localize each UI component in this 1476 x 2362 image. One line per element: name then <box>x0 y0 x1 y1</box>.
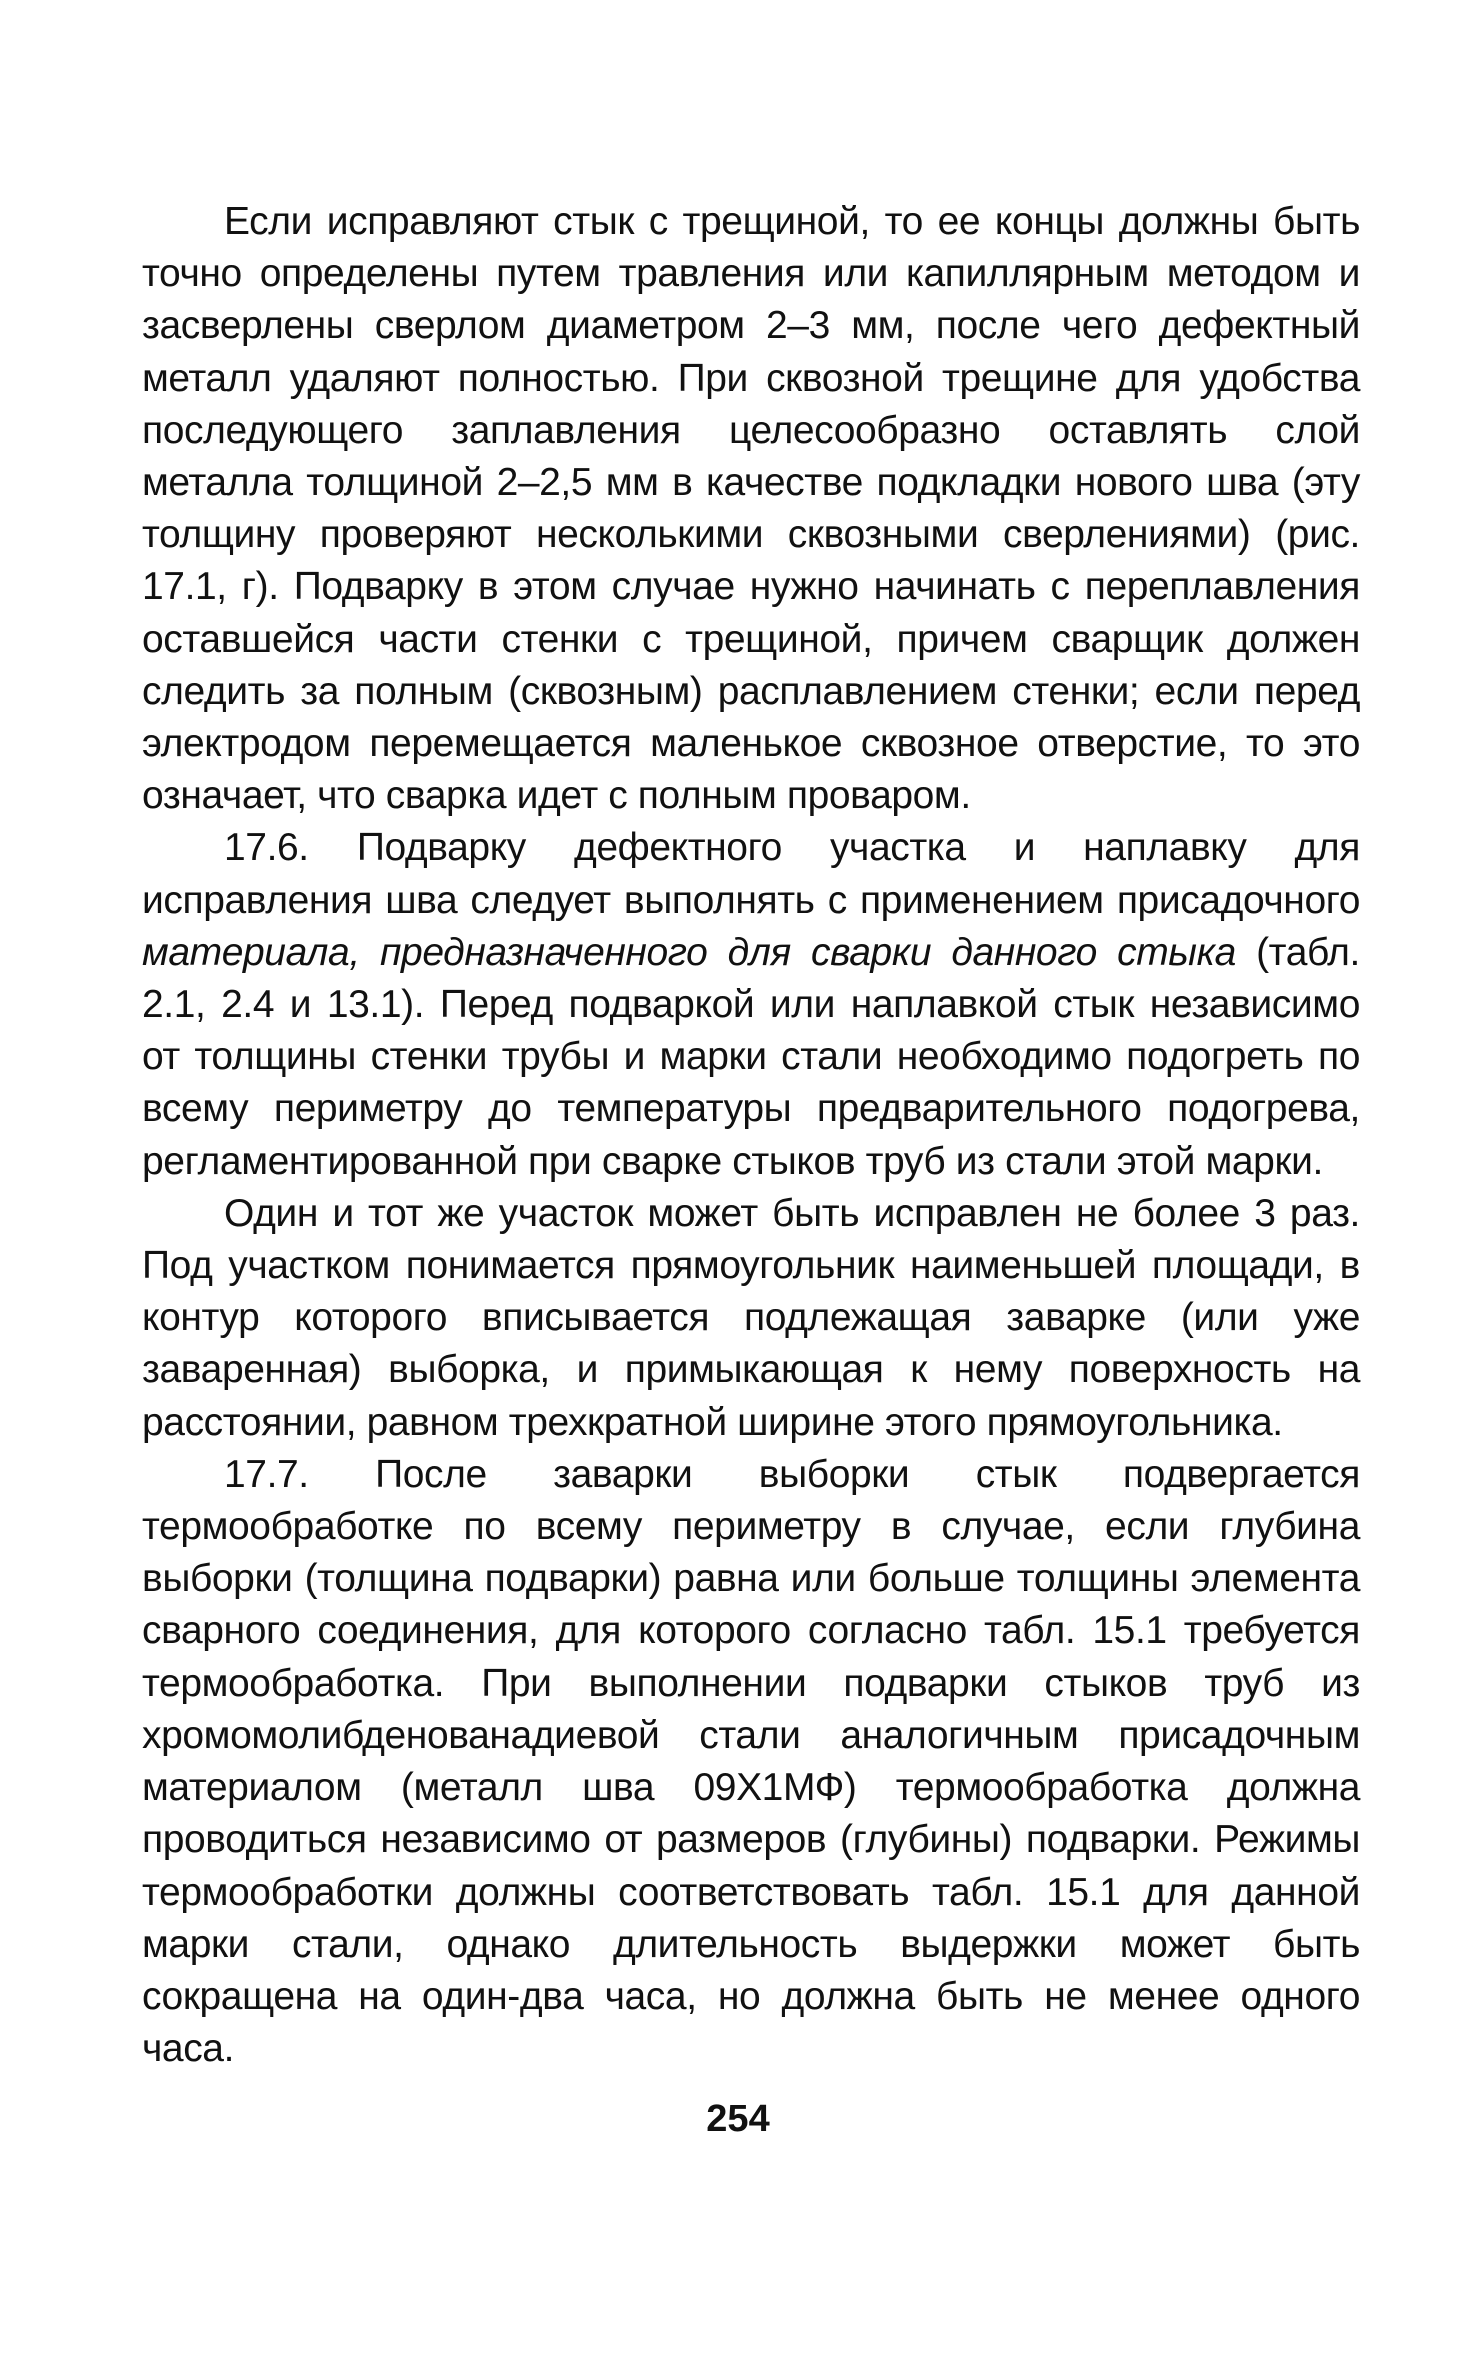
page-number: 254 <box>706 2098 770 2140</box>
paragraph-17-7: 17.7. После заварки выборки стык подвергается термообработке по всему периметру в случае, если глубина выборки (толщина подварки) равна или больше толщины элемента сварного соединения, для которого согласно табл. 15.1 требуется термообработка. При выполнении подварки стыков труб из хромомолибденованадиевой стали аналогичным присадочным материалом (металл шва 09Х1МФ) термообработка должна проводиться независимо от размеров (глубины) подварки. Режимы термообработки должны соответствовать табл. 15.1 для данной марки стали, однако длительность выдержки может быть сокращена на один-два часа, но должна быть не менее одного часа. <box>142 1452 1360 2071</box>
paragraph-17-6-end: (табл. 2.1, 2.4 и 13.1). Перед подваркой или наплавкой стык независимо от толщины стенки трубы и марки стали необходимо подогреть по всему периметру до температуры предварительного подогрева, регламентированной при сварке стыков труб из стали этой марки. <box>142 930 1360 1183</box>
paragraph-17-6-start: 17.6. Подварку дефектного участка и наплавку для исправления шва следует выполнять с применением присадочного <box>142 826 1360 922</box>
paragraph-crack-repair: Если исправляют стык с трещиной, то ее концы должны быть точно определены путем травления или капиллярным методом и засверлены сверлом диаметром 2–3 мм, после чего дефектный металл удаляют полностью. При сквозной трещине для удобства последующего заплавления целесообразно оставлять слой металла толщиной 2–2,5 мм в качестве подкладки нового шва (эту толщину проверяют несколькими сквозными сверлениями) (рис. 17.1, г). Подварку в этом случае нужно начинать с переплавления оставшейся части стенки с трещиной, причем сварщик должен следить за полным (сквозным) расплавлением стенки; если перед электродом перемещается маленькое сквозное отверстие, то это означает, что сварка идет с полным проваром. <box>142 200 1360 818</box>
body-text <box>142 196 1360 2075</box>
paragraph-repair-limit: Один и тот же участок может быть исправлен не более 3 раз. Под участком понимается прямоугольник наименьшей площади, в контур которого вписывается подлежащая заварке (или уже заваренная) выборка, и примыкающая к нему поверхность на расстоянии, равном трехкратной ширине этого прямоугольника. <box>142 1191 1360 1444</box>
paragraph-17-6 <box>142 822 1360 1187</box>
paragraph-17-6-italic: материала, предназначенного для сварки данного стыка <box>142 930 1236 974</box>
